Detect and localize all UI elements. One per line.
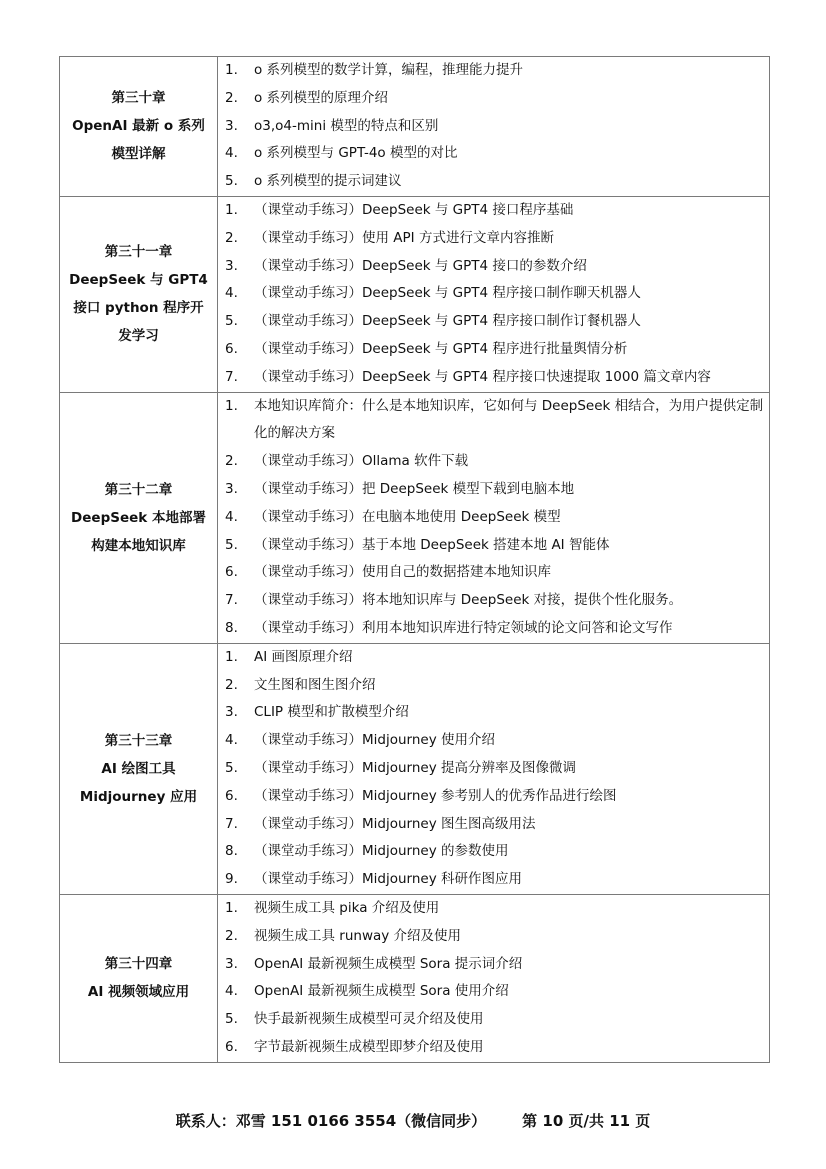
chapter-title-cell (60, 392, 218, 643)
chapter-title-line: 第三十一章 (104, 244, 173, 261)
chapter-title-cell (60, 894, 218, 1062)
list-item-number: 4. (225, 508, 238, 525)
list-item-text: o 系列模型与 GPT-4o 模型的对比 (254, 145, 458, 162)
list-item (225, 1006, 767, 1034)
list-item-text: （课堂动手练习）DeepSeek 与 GPT4 程序进行批量舆情分析 (254, 340, 628, 357)
chapter-item-list (225, 895, 767, 1062)
list-item (225, 615, 767, 643)
list-item-number: 1. (225, 648, 238, 665)
list-item-number: 2. (225, 676, 238, 693)
list-item (225, 951, 767, 979)
list-item-number: 2. (225, 89, 238, 106)
list-item-text: 视频生成工具 pika 介绍及使用 (254, 899, 440, 916)
list-item (225, 532, 767, 560)
list-item-number: 7. (225, 815, 238, 832)
list-item (225, 225, 767, 253)
list-item-number: 5. (225, 173, 238, 190)
list-item-number: 4. (225, 732, 238, 749)
list-item (225, 895, 767, 923)
list-item-text: o3,o4-mini 模型的特点和区别 (254, 117, 439, 134)
list-item-text: （课堂动手练习）DeepSeek 与 GPT4 程序接口快速提取 1000 篇文章内容 (254, 368, 711, 385)
chapter-items-cell (218, 57, 770, 197)
list-item-text: OpenAI 最新视频生成模型 Sora 使用介绍 (254, 983, 509, 1000)
list-item-text: 本地知识库简介：什么是本地知识库，它如何与 DeepSeek 相结合，为用户提供定制化的解决方案 (254, 397, 764, 442)
list-item (225, 448, 767, 476)
list-item-number: 1. (225, 899, 238, 916)
list-item-text: o 系列模型的提示词建议 (254, 173, 402, 190)
list-item-text: CLIP 模型和扩散模型介绍 (254, 704, 409, 721)
chapter-item-list (225, 393, 767, 643)
list-item-number: 7. (225, 368, 238, 385)
list-item-number: 6. (225, 564, 238, 581)
list-item (225, 838, 767, 866)
list-item-text: 字节最新视频生成模型即梦介绍及使用 (254, 1038, 484, 1055)
list-item-text: （课堂动手练习）Midjourney 提高分辨率及图像微调 (254, 759, 576, 776)
list-item-text: （课堂动手练习）使用自己的数据搭建本地知识库 (254, 564, 551, 581)
list-item-number: 3. (225, 480, 238, 497)
list-item-number: 3. (225, 704, 238, 721)
chapter-items-cell (218, 196, 770, 392)
list-item (225, 364, 767, 392)
list-item (225, 336, 767, 364)
list-item-text: （课堂动手练习）DeepSeek 与 GPT4 程序接口制作聊天机器人 (254, 285, 641, 302)
chapter-row (60, 894, 770, 1062)
list-item-text: 视频生成工具 runway 介绍及使用 (254, 927, 462, 944)
list-item-text: （课堂动手练习）在电脑本地使用 DeepSeek 模型 (254, 508, 561, 525)
chapter-title-line: 第三十四章 (104, 956, 173, 973)
chapter-row (60, 57, 770, 197)
list-item-number: 3. (225, 257, 238, 274)
chapter-title-line: 构建本地知识库 (91, 537, 186, 554)
list-item (225, 197, 767, 225)
chapter-title-line: 第三十三章 (104, 732, 173, 749)
list-item-number: 7. (225, 592, 238, 609)
chapter-title-line: 接口 python 程序开 (73, 300, 204, 317)
course-outline-table (59, 56, 770, 1063)
list-item-number: 3. (225, 117, 238, 134)
chapter-title-line: DeepSeek 与 GPT4 (69, 272, 208, 289)
list-item-text: （课堂动手练习）Midjourney 的参数使用 (254, 843, 509, 860)
list-item (225, 923, 767, 951)
list-item (225, 113, 767, 141)
list-item-number: 4. (225, 145, 238, 162)
course-outline-body (60, 57, 770, 1063)
chapter-title-line: AI 视频领域应用 (87, 984, 190, 1001)
list-item-number: 9. (225, 871, 238, 888)
list-item (225, 559, 767, 587)
list-item-number: 5. (225, 1011, 238, 1028)
list-item (225, 699, 767, 727)
list-item-text: （课堂动手练习）基于本地 DeepSeek 搭建本地 AI 智能体 (254, 536, 610, 553)
chapter-item-list (225, 644, 767, 894)
list-item (225, 140, 767, 168)
list-item (225, 168, 767, 196)
list-item-text: 文生图和图生图介绍 (254, 676, 376, 693)
list-item-text: （课堂动手练习）Ollama 软件下载 (254, 453, 469, 470)
list-item-number: 5. (225, 759, 238, 776)
chapter-title-line: AI 绘图工具 (101, 760, 176, 777)
list-item-text: （课堂动手练习）Midjourney 使用介绍 (254, 732, 495, 749)
list-item (225, 755, 767, 783)
list-item (225, 393, 767, 449)
list-item (225, 811, 767, 839)
list-item (225, 253, 767, 281)
list-item (225, 672, 767, 700)
chapter-item-list (225, 197, 767, 392)
list-item (225, 644, 767, 672)
list-item-number: 3. (225, 955, 238, 972)
list-item (225, 280, 767, 308)
footer-page-number: 第 10 页/共 11 页 (522, 1112, 651, 1130)
chapter-item-list (225, 57, 767, 196)
chapter-items-cell (218, 894, 770, 1062)
list-item-text: o 系列模型的数学计算，编程，推理能力提升 (254, 62, 524, 78)
list-item-text: （课堂动手练习）DeepSeek 与 GPT4 接口的参数介绍 (254, 257, 587, 274)
list-item (225, 476, 767, 504)
list-item-number: 4. (225, 983, 238, 1000)
list-item (225, 783, 767, 811)
list-item (225, 1034, 767, 1062)
list-item-text: （课堂动手练习）把 DeepSeek 模型下载到电脑本地 (254, 480, 575, 497)
list-item-number: 1. (225, 397, 238, 414)
list-item-text: OpenAI 最新视频生成模型 Sora 提示词介绍 (254, 955, 523, 972)
list-item (225, 727, 767, 755)
list-item-number: 5. (225, 536, 238, 553)
chapter-title-line: DeepSeek 本地部署 (71, 509, 206, 526)
list-item-text: 快手最新视频生成模型可灵介绍及使用 (254, 1011, 484, 1028)
list-item (225, 308, 767, 336)
chapter-row (60, 196, 770, 392)
chapter-title-line: 模型详解 (111, 146, 166, 163)
list-item-text: o 系列模型的原理介绍 (254, 89, 389, 106)
list-item-text: （课堂动手练习）利用本地知识库进行特定领域的论文问答和论文写作 (254, 619, 673, 636)
list-item-number: 5. (225, 313, 238, 330)
list-item-text: （课堂动手练习）Midjourney 图生图高级用法 (254, 815, 536, 832)
list-item-number: 2. (225, 927, 238, 944)
list-item-number: 8. (225, 619, 238, 636)
chapter-title-line: OpenAI 最新 o 系列 (72, 118, 205, 135)
chapter-title-cell (60, 57, 218, 197)
chapter-items-cell (218, 392, 770, 643)
list-item-number: 1. (225, 62, 238, 78)
list-item-text: AI 画图原理介绍 (254, 648, 353, 665)
list-item-number: 2. (225, 229, 238, 246)
list-item-number: 2. (225, 453, 238, 470)
list-item-number: 8. (225, 843, 238, 860)
chapter-title-line: 发学习 (118, 328, 159, 345)
list-item (225, 504, 767, 532)
chapter-title-cell (60, 196, 218, 392)
list-item (225, 57, 767, 85)
list-item-number: 6. (225, 1038, 238, 1055)
list-item-text: （课堂动手练习）DeepSeek 与 GPT4 程序接口制作订餐机器人 (254, 313, 641, 330)
list-item-text: （课堂动手练习）Midjourney 参考别人的优秀作品进行绘图 (254, 787, 617, 804)
list-item-text: （课堂动手练习）将本地知识库与 DeepSeek 对接，提供个性化服务。 (254, 592, 683, 609)
list-item (225, 866, 767, 894)
list-item-text: （课堂动手练习）Midjourney 科研作图应用 (254, 871, 522, 888)
list-item-number: 4. (225, 285, 238, 302)
page-footer (0, 1110, 826, 1131)
chapter-title-line: 第三十章 (111, 90, 166, 107)
list-item-number: 1. (225, 201, 238, 218)
list-item (225, 587, 767, 615)
chapter-items-cell (218, 643, 770, 894)
list-item (225, 85, 767, 113)
chapter-title-line: Midjourney 应用 (79, 788, 198, 805)
list-item (225, 978, 767, 1006)
list-item-text: （课堂动手练习）DeepSeek 与 GPT4 接口程序基础 (254, 201, 574, 218)
footer-contact: 联系人：邓雪 151 0166 3554（微信同步） (175, 1112, 487, 1130)
chapter-row (60, 643, 770, 894)
list-item-text: （课堂动手练习）使用 API 方式进行文章内容推断 (254, 229, 554, 246)
chapter-title-cell (60, 643, 218, 894)
chapter-title-line: 第三十二章 (104, 481, 173, 498)
chapter-row (60, 392, 770, 643)
list-item-number: 6. (225, 787, 238, 804)
list-item-number: 6. (225, 340, 238, 357)
